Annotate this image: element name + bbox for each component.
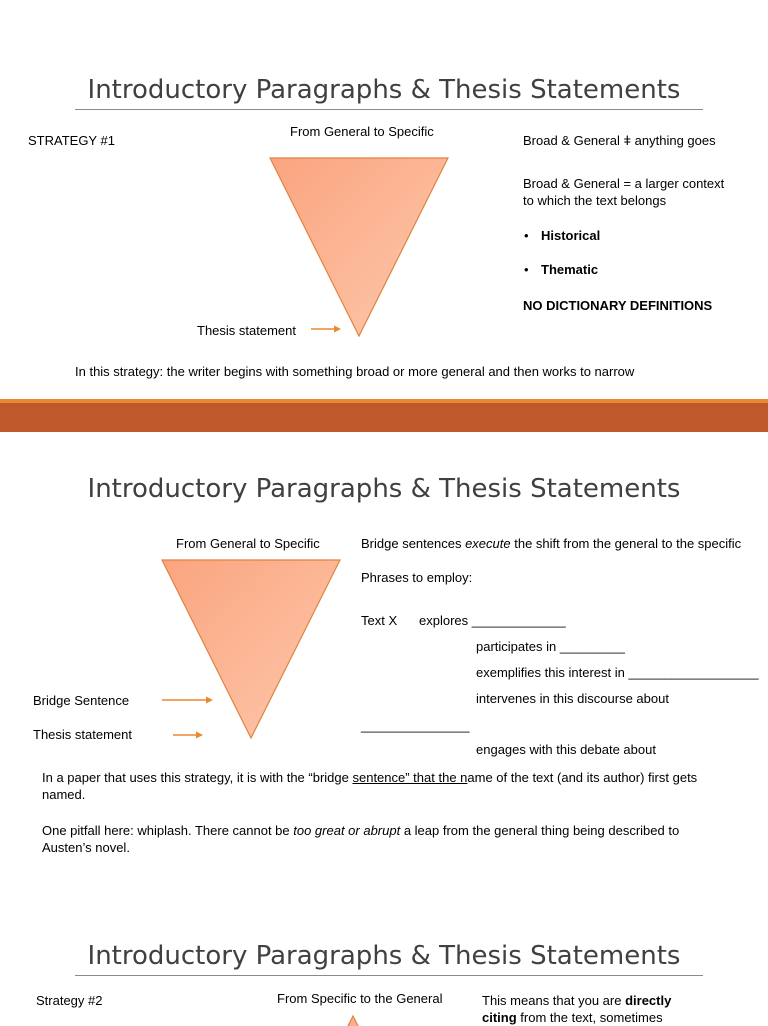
bridge-paragraph-line-1: In a paper that uses this strategy, it is with the “bridge sentence” that the name of the text (and its author) first gets: [42, 770, 698, 785]
strategy-summary: In this strategy: the writer begins with something broad or more general and then works to narrow: [75, 364, 635, 379]
pitfall-paragraph-line-2: Austen’s novel.: [42, 840, 130, 855]
blank-line: _______________: [361, 718, 470, 733]
slide-3-title: Introductory Paragraphs & Thesis Statements: [87, 941, 681, 971]
slide-1-title: Introductory Paragraphs & Thesis Statements: [87, 75, 681, 105]
strategy-label: Strategy #2: [36, 993, 103, 1008]
no-definitions-note: NO DICTIONARY DEFINITIONS: [523, 298, 713, 313]
triangle-caption: From Specific to the General: [277, 991, 443, 1006]
thesis-label: Thesis statement: [197, 323, 296, 338]
bridge-sentences-note: Bridge sentences execute the shift from the general to the specific: [361, 536, 742, 551]
phrase-explores: explores _____________: [419, 613, 566, 628]
strategy-label: STRATEGY #1: [28, 133, 115, 148]
broad-line: Broad & General ǂ anything goes: [523, 133, 716, 148]
phrase-intervenes: intervenes in this discourse about: [476, 691, 669, 706]
bridge-label: Bridge Sentence: [33, 693, 130, 708]
pitfall-paragraph-line-1: One pitfall here: whiplash. There cannot be too great or abrupt a leap from the general thing being described to: [42, 823, 680, 838]
phrase-exemplifies: exemplifies this interest in __________________: [476, 665, 759, 680]
broad-def-line-2: to which the text belongs: [523, 193, 667, 208]
phrases-label: Phrases to employ:: [361, 570, 473, 585]
citing-note-line-1: This means that you are directly: [482, 993, 672, 1008]
bullet-historical: • Historical: [541, 227, 600, 244]
thesis-label: Thesis statement: [33, 727, 132, 742]
phrase-engages: engages with this debate about: [476, 742, 656, 757]
triangle-caption: From General to Specific: [176, 536, 320, 551]
bullet-thematic: • Thematic: [541, 261, 598, 278]
citing-note-line-2: citing from the text, sometimes: [482, 1010, 663, 1025]
text-x-label: Text X: [361, 613, 398, 628]
broad-def-line-1: Broad & General = a larger context: [523, 176, 725, 191]
slide-2-title: Introductory Paragraphs & Thesis Statements: [87, 474, 681, 504]
phrase-participates: participates in _________: [476, 639, 625, 654]
triangle-caption: From General to Specific: [290, 124, 434, 139]
bridge-paragraph-line-2: named.: [42, 787, 86, 802]
